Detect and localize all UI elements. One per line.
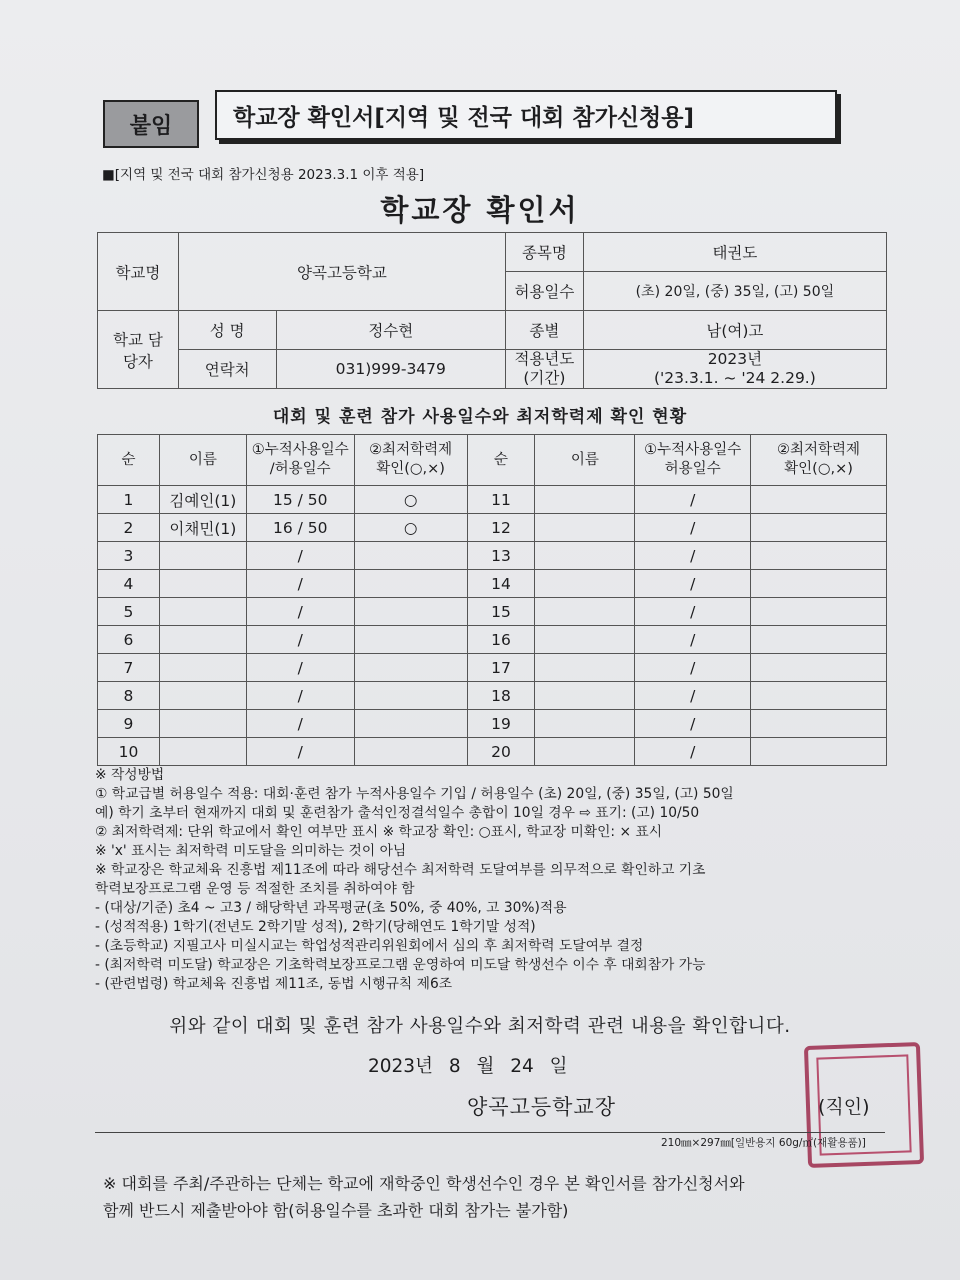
row-check	[751, 738, 887, 766]
row-no: 3	[98, 542, 160, 570]
event-value: 태권도	[583, 233, 886, 272]
divider	[95, 1132, 885, 1133]
row-days: /	[246, 598, 354, 626]
note-line: ※ 작성방법	[95, 767, 165, 783]
row-check	[751, 654, 887, 682]
row-check	[751, 710, 887, 738]
year-label	[506, 350, 584, 389]
date-day: 24 일	[510, 1056, 568, 1077]
row-name	[535, 738, 635, 766]
school-label: 학교명	[98, 233, 179, 311]
row-no: 7	[98, 654, 160, 682]
row-days: /	[246, 682, 354, 710]
header-acad-left-line2: 확인(○,×)	[376, 461, 445, 477]
note-line: - (초등학교) 지필고사 미실시교는 학업성적관리위원회에서 심의 후 최저학력 도달여부 결정	[95, 938, 644, 954]
row-no: 14	[467, 570, 535, 598]
row-name	[535, 710, 635, 738]
school-value: 양곡고등학교	[178, 233, 505, 311]
row-days: 16 / 50	[246, 514, 354, 542]
header-acad-right-line2: 확인(○,×)	[784, 461, 853, 477]
contact-value: 031)999-3479	[276, 350, 505, 389]
header-days-left-line1: ①누적사용일수	[251, 442, 349, 458]
row-name	[159, 710, 246, 738]
year-value-line2: ('23.3.1. ~ '24 2.29.)	[654, 369, 816, 387]
writing-instructions	[95, 766, 895, 994]
row-days: /	[635, 738, 751, 766]
footer-line: ※ 대회를 주최/주관하는 단체는 학교에 재학중인 학생선수인 경우 본 확인서를 참가신청서와	[103, 1174, 745, 1193]
row-no: 19	[467, 710, 535, 738]
row-no: 20	[467, 738, 535, 766]
paper-size-note: 210㎜×297㎜[일반용지 60g/㎡(재활용품)]	[661, 1137, 866, 1149]
row-check	[354, 710, 467, 738]
document-title: 학교장 확인서	[380, 193, 580, 227]
row-name: 이채민(1)	[159, 514, 246, 542]
header-days-left-line2: /허용일수	[269, 461, 331, 477]
row-name	[535, 570, 635, 598]
manager-label: 학교 담당자	[98, 311, 179, 389]
row-no: 5	[98, 598, 160, 626]
row-no: 17	[467, 654, 535, 682]
table-row	[98, 486, 887, 514]
row-check	[751, 626, 887, 654]
row-no: 6	[98, 626, 160, 654]
row-name	[535, 542, 635, 570]
header-days-left	[246, 435, 354, 486]
note-line: ① 학교급별 허용일수 적용: 대회·훈련 참가 누적사용일수 기입 / 허용일수 (초) 20일, (중) 35일, (고) 50일	[95, 786, 734, 802]
row-no: 1	[98, 486, 160, 514]
info-table	[97, 232, 887, 389]
form-title-box: 학교장 확인서[지역 및 전국 대회 참가신청용]	[215, 90, 837, 140]
row-name	[159, 626, 246, 654]
type-value: 남(여)고	[583, 311, 886, 350]
row-check	[751, 598, 887, 626]
note-line: ※ 'x' 표시는 최저학력 미도달을 의미하는 것이 아님	[95, 843, 407, 859]
table-row	[98, 738, 887, 766]
row-days: /	[246, 710, 354, 738]
table-row	[98, 542, 887, 570]
principal-title: 양곡고등학교장	[467, 1095, 617, 1119]
table-row	[98, 598, 887, 626]
allowed-days-label: 허용일수	[506, 272, 584, 311]
applied-note: ■[지역 및 전국 대회 참가신청용 2023.3.1 이후 적용]	[102, 167, 425, 183]
row-name	[159, 654, 246, 682]
event-label: 종목명	[506, 233, 584, 272]
row-check: ○	[354, 514, 467, 542]
name-label: 성 명	[178, 311, 276, 350]
row-check	[354, 626, 467, 654]
table-row	[98, 626, 887, 654]
allowed-days-value: (초) 20일, (중) 35일, (고) 50일	[583, 272, 886, 311]
row-check	[354, 654, 467, 682]
row-name	[535, 514, 635, 542]
table-row	[98, 710, 887, 738]
row-name	[535, 682, 635, 710]
row-name	[159, 570, 246, 598]
row-days: /	[635, 710, 751, 738]
row-days: /	[246, 738, 354, 766]
row-check	[751, 682, 887, 710]
header-acad-right	[751, 435, 887, 486]
row-name	[159, 598, 246, 626]
row-no: 11	[467, 486, 535, 514]
row-check	[354, 598, 467, 626]
row-name	[159, 682, 246, 710]
row-days: /	[246, 626, 354, 654]
row-days: /	[635, 542, 751, 570]
row-no: 13	[467, 542, 535, 570]
row-name	[535, 486, 635, 514]
row-check	[751, 570, 887, 598]
year-value-line1: 2023년	[707, 350, 763, 368]
row-no: 18	[467, 682, 535, 710]
row-days: /	[635, 654, 751, 682]
header-no-right: 순	[467, 435, 535, 486]
date-year: 2023년	[368, 1056, 433, 1077]
row-name	[159, 542, 246, 570]
row-no: 2	[98, 514, 160, 542]
row-days: 15 / 50	[246, 486, 354, 514]
note-line: - (성적적용) 1학기(전년도 2학기말 성적), 2학기(당해연도 1학기말 성적)	[95, 919, 536, 935]
row-check	[751, 514, 887, 542]
header-acad-right-line1: ②최저학력제	[777, 442, 861, 458]
contact-label: 연락처	[178, 350, 276, 389]
row-days: /	[246, 570, 354, 598]
note-line: ② 최저학력제: 단위 학교에서 확인 여부만 표시 ※ 학교장 확인: ○표시, 학교장 미확인: × 표시	[95, 824, 663, 840]
row-check	[354, 682, 467, 710]
row-name	[535, 626, 635, 654]
row-no: 4	[98, 570, 160, 598]
confirmation-statement: 위와 같이 대회 및 훈련 참가 사용일수와 최저학력 관련 내용을 확인합니다.	[169, 1016, 791, 1037]
row-no: 10	[98, 738, 160, 766]
date-month: 8 월	[448, 1056, 495, 1077]
row-days: /	[635, 486, 751, 514]
header-days-right-line2: 허용일수	[664, 461, 721, 477]
header-name-right: 이름	[535, 435, 635, 486]
header-days-right-line1: ①누적사용일수	[644, 442, 742, 458]
row-days: /	[635, 682, 751, 710]
year-label-line2: (기간)	[523, 369, 566, 387]
row-check	[354, 542, 467, 570]
row-check	[354, 738, 467, 766]
type-label: 종별	[506, 311, 584, 350]
row-no: 8	[98, 682, 160, 710]
table-row	[98, 570, 887, 598]
row-no: 9	[98, 710, 160, 738]
table-row	[98, 654, 887, 682]
table-row	[98, 514, 887, 542]
note-line: 예) 학기 초부터 현재까지 대회 및 훈련참가 출석인정결석일수 총합이 10일 경우 ⇨ 표기: (고) 10/50	[95, 805, 700, 821]
row-name: 김예인(1)	[159, 486, 246, 514]
name-value: 정수현	[276, 311, 505, 350]
row-days: /	[246, 542, 354, 570]
note-line: 학력보장프로그램 운영 등 적절한 조치를 취하여야 함	[95, 881, 415, 897]
section-title: 대회 및 훈련 참가 사용일수와 최저학력제 확인 현황	[272, 407, 688, 427]
note-line: - (최저학력 미도달) 학교장은 기초학력보장프로그램 운영하여 미도달 학생선수 이수 후 대회참가 가능	[95, 957, 706, 973]
attachment-tag: 붙임	[103, 100, 199, 148]
row-check	[751, 542, 887, 570]
status-table	[97, 434, 887, 766]
row-check: ○	[354, 486, 467, 514]
note-line: - (대상/기준) 초4 ~ 고3 / 해당학년 과목평균(초 50%, 중 40%, 고 30%)적용	[95, 900, 567, 916]
row-name	[535, 598, 635, 626]
row-days: /	[635, 514, 751, 542]
header-acad-left-line1: ②최저학력제	[369, 442, 453, 458]
row-days: /	[635, 570, 751, 598]
header-acad-left	[354, 435, 467, 486]
row-days: /	[635, 598, 751, 626]
row-check	[354, 570, 467, 598]
note-line: - (관련법령) 학교체육 진흥법 제11조, 동법 시행규칙 제6조	[95, 976, 453, 992]
row-no: 12	[467, 514, 535, 542]
row-days: /	[635, 626, 751, 654]
year-value	[583, 350, 886, 389]
row-no: 15	[467, 598, 535, 626]
row-name	[159, 738, 246, 766]
header-days-right	[635, 435, 751, 486]
footer-note	[103, 1170, 745, 1224]
issue-date	[368, 1052, 568, 1078]
header-no-left: 순	[98, 435, 160, 486]
note-line: ※ 학교장은 학교체육 진흥법 제11조에 따라 해당선수 최저학력 도달여부를 의무적으로 확인하고 기초	[95, 862, 706, 878]
year-label-line1: 적용년도	[514, 350, 575, 368]
row-name	[535, 654, 635, 682]
row-days: /	[246, 654, 354, 682]
seal-label: (직인)	[818, 1096, 870, 1118]
row-check	[751, 486, 887, 514]
footer-line: 함께 반드시 제출받아야 함(허용일수를 초과한 대회 참가는 불가함)	[103, 1201, 569, 1220]
header-name-left: 이름	[159, 435, 246, 486]
row-no: 16	[467, 626, 535, 654]
table-row	[98, 682, 887, 710]
